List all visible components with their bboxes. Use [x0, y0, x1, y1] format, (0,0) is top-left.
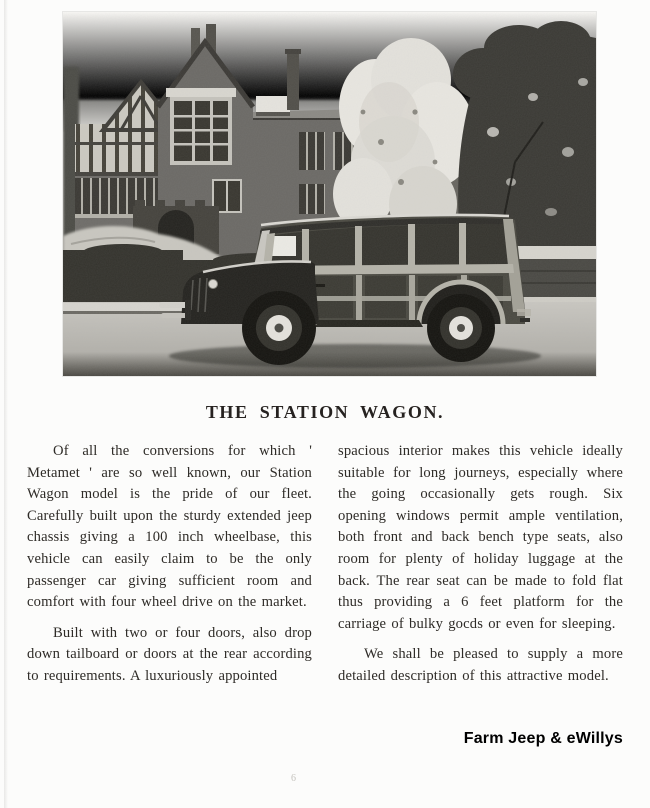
paragraph: spacious interior makes this vehicle ideally suitable for long journeys, especially where the going occasionally gets rough. Six opening windows permit ample ventilation, both front and back bench type seats, also room for plenty of holiday luggage at the back. The rear seat can be made to fold flat thus providing a 6 feet platform for the carriage of bulky gocds or even for sleeping.: [338, 443, 623, 632]
film-grain: [63, 12, 596, 376]
left-column: [27, 441, 312, 697]
article-body: [27, 441, 623, 697]
paragraph: Built with two or four doors, also drop down tailboard or doors at the rear according to requirements. A luxuriously appointed: [27, 624, 312, 684]
page-title: THE STATION WAGON.: [205, 402, 445, 422]
paragraph: We shall be pleased to supply a more detailed description of this attractive model.: [338, 646, 623, 684]
right-column: [338, 441, 623, 697]
station-wagon-photograph: [63, 12, 596, 376]
watermark-label: Farm Jeep & eWillys: [463, 730, 623, 747]
paragraph: Of all the conversions for which ' Metamet ' are so well known, our Station Wagon model is the pride of our fleet. Carefully built upon the sturdy extended jeep chassis giving a 100 inch wheelbase, this vehicle can easily claim to be the only passenger car giving sufficient room and comfort with four wheel drive on the market.: [27, 443, 312, 611]
photo-scene: [63, 12, 596, 376]
page-number: 6: [291, 773, 296, 784]
